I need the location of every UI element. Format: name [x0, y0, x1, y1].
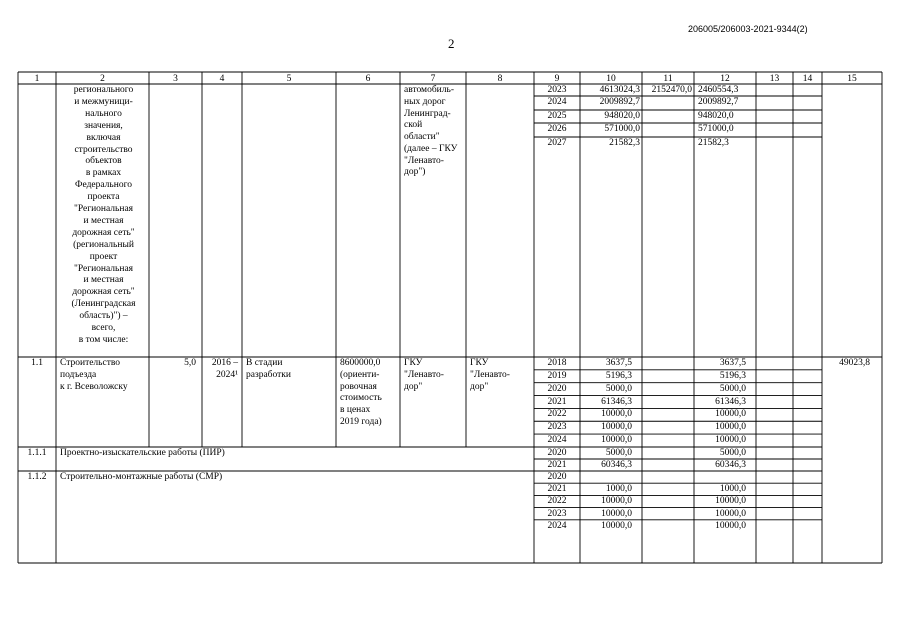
section-customer: Ленинград- [404, 108, 451, 119]
value-col12: 2460554,3 [698, 85, 739, 95]
section-name: регионального [73, 85, 134, 95]
section-name: в том числе: [78, 334, 129, 345]
section-customer: области" [404, 132, 440, 142]
year-cell: 2021 [547, 396, 567, 407]
section-customer: автомобиль- [404, 85, 454, 95]
value-col12: 5000,0 [719, 448, 746, 458]
value-col12: 10000,0 [715, 435, 746, 446]
cost-value: (ориенти- [340, 369, 380, 380]
year-cell: 2026 [547, 124, 567, 134]
section-name: проекта [87, 192, 120, 203]
header-col-14: 14 [802, 73, 813, 84]
period-value: 2016 – [211, 358, 238, 368]
object-name: к г. Всеволожску [60, 381, 128, 392]
section-name: объектов [85, 156, 122, 167]
value-col10: 10000,0 [601, 435, 632, 446]
row-number: 1.1 [31, 358, 43, 368]
value-col10: 5196,3 [605, 370, 632, 381]
value-col10: 61346,3 [601, 396, 632, 407]
header-col-4: 4 [219, 73, 225, 84]
status-value: В стадии [246, 358, 283, 368]
value-col10: 60346,3 [601, 460, 632, 470]
year-cell: 2019 [547, 370, 567, 381]
header-col-8: 8 [497, 73, 503, 84]
year-cell: 2024 [547, 97, 567, 107]
year-cell: 2023 [547, 422, 567, 433]
cost-value: 2019 года) [340, 416, 382, 427]
year-cell: 2024 [547, 520, 567, 531]
value-col10: 5000,0 [605, 383, 632, 394]
value-col12: 5196,3 [719, 370, 746, 381]
executor-value: "Ленавто- [470, 369, 510, 380]
value-col10: 10000,0 [601, 496, 632, 507]
value-col10: 3637,5 [605, 358, 632, 368]
section-name: нального [85, 108, 122, 119]
year-cell: 2020 [547, 383, 567, 394]
cost-value: стоимость [340, 393, 382, 404]
value-col12: 10000,0 [715, 496, 746, 507]
header-col-10: 10 [606, 73, 616, 84]
value-col12: 21582,3 [698, 138, 729, 148]
value-col12: 571000,0 [698, 124, 734, 134]
year-cell: 2023 [547, 508, 567, 519]
customer-value: ГКУ [404, 358, 423, 368]
header-col-7: 7 [430, 73, 436, 84]
length-value: 5,0 [184, 358, 196, 368]
work-name: Строительно-монтажные работы (СМР) [60, 472, 223, 482]
section-name: включая [86, 132, 121, 143]
year-cell: 2021 [547, 460, 567, 470]
value-col12: 948020,0 [698, 111, 734, 121]
cost-value: в ценах [340, 405, 371, 415]
section-name: в рамках [85, 168, 122, 179]
section-name: всего, [91, 323, 116, 333]
section-customer: (далее – ГКУ [404, 143, 458, 154]
year-cell: 2027 [547, 138, 567, 148]
header-col-2: 2 [100, 73, 105, 84]
value-col10: 2009892,7 [599, 97, 640, 107]
year-cell: 2022 [547, 496, 567, 507]
section-customer: "Ленавто- [404, 155, 444, 166]
header-col-12: 12 [720, 73, 730, 84]
value-col12: 61346,3 [715, 396, 746, 407]
section-customer: ской [404, 120, 423, 131]
section-name: и местная [83, 215, 124, 226]
value-col12: 1000,0 [719, 484, 746, 495]
value-col10: 10000,0 [601, 508, 632, 519]
header-col-13: 13 [769, 73, 780, 84]
value-col10: 10000,0 [601, 422, 632, 433]
customer-value: дор" [404, 381, 423, 392]
cost-value: 8600000,0 [340, 358, 381, 368]
executor-value: дор" [470, 381, 489, 392]
value-col10: 21582,3 [609, 138, 640, 148]
object-name: подъезда [60, 369, 97, 380]
year-cell: 2020 [547, 472, 567, 482]
section-name: значения, [84, 120, 123, 131]
row-number: 1.1.1 [27, 448, 47, 458]
customer-value: "Ленавто- [404, 369, 444, 380]
section-name: и местная [83, 275, 124, 286]
year-cell: 2021 [547, 484, 567, 495]
value-col10: 10000,0 [601, 520, 632, 531]
header-col-9: 9 [554, 73, 560, 84]
object-name: Строительство [60, 358, 121, 368]
work-name: Проектно-изыскательские работы (ПИР) [60, 448, 225, 458]
period-value: 2024¹ [216, 369, 238, 380]
row-number: 1.1.2 [27, 472, 47, 482]
value-col10: 10000,0 [601, 409, 632, 420]
section-name: проект [89, 251, 118, 262]
year-cell: 2020 [547, 448, 567, 458]
executor-value: ГКУ [470, 358, 489, 368]
value-col10: 4613024,3 [599, 85, 640, 95]
value-col12: 10000,0 [715, 520, 746, 531]
value-col12: 10000,0 [715, 422, 746, 433]
section-name: "Региональная [73, 263, 134, 274]
section-name: строительство [74, 144, 133, 155]
section-name: "Региональная [73, 204, 134, 214]
section-name: область)") – [79, 311, 128, 322]
value-col12: 3637,5 [719, 358, 746, 368]
value-col12: 10000,0 [715, 508, 746, 519]
value-col10: 1000,0 [605, 484, 632, 495]
section-name: дорожная сеть" [72, 287, 135, 298]
value-col10: 948020,0 [604, 111, 640, 121]
cost-value: ровочная [340, 381, 377, 392]
section-name: Федерального [74, 180, 132, 191]
page-number: 2 [448, 36, 455, 51]
section-customer: ных дорог [404, 96, 446, 107]
year-cell: 2018 [547, 358, 567, 368]
header-col-11: 11 [663, 73, 673, 84]
col15-value: 49023,8 [839, 358, 870, 368]
year-cell: 2023 [547, 85, 567, 95]
value-col12: 60346,3 [715, 460, 746, 470]
header-col-6: 6 [365, 73, 371, 84]
header-col-15: 15 [847, 73, 857, 84]
header-col-5: 5 [286, 73, 292, 84]
year-cell: 2022 [547, 409, 567, 420]
value-col12: 2009892,7 [698, 97, 739, 107]
value-col12: 5000,0 [719, 383, 746, 394]
value-col12: 10000,0 [715, 409, 746, 420]
section-name: (региональный [73, 239, 134, 250]
value-col10: 5000,0 [605, 448, 632, 458]
section-name: дорожная сеть" [72, 227, 135, 238]
header-col-1: 1 [34, 73, 40, 84]
value-col11: 2152470,0 [651, 85, 692, 95]
year-cell: 2025 [547, 111, 567, 121]
year-cell: 2024 [547, 435, 567, 446]
section-customer: дор") [404, 167, 426, 178]
value-col10: 571000,0 [604, 124, 640, 134]
header-col-3: 3 [173, 73, 178, 84]
status-value: разработки [246, 369, 291, 380]
section-name: (Ленинградская [71, 299, 136, 310]
document-code: 206005/206003-2021-9344(2) [688, 24, 808, 34]
section-name: и межмуници- [74, 96, 133, 107]
